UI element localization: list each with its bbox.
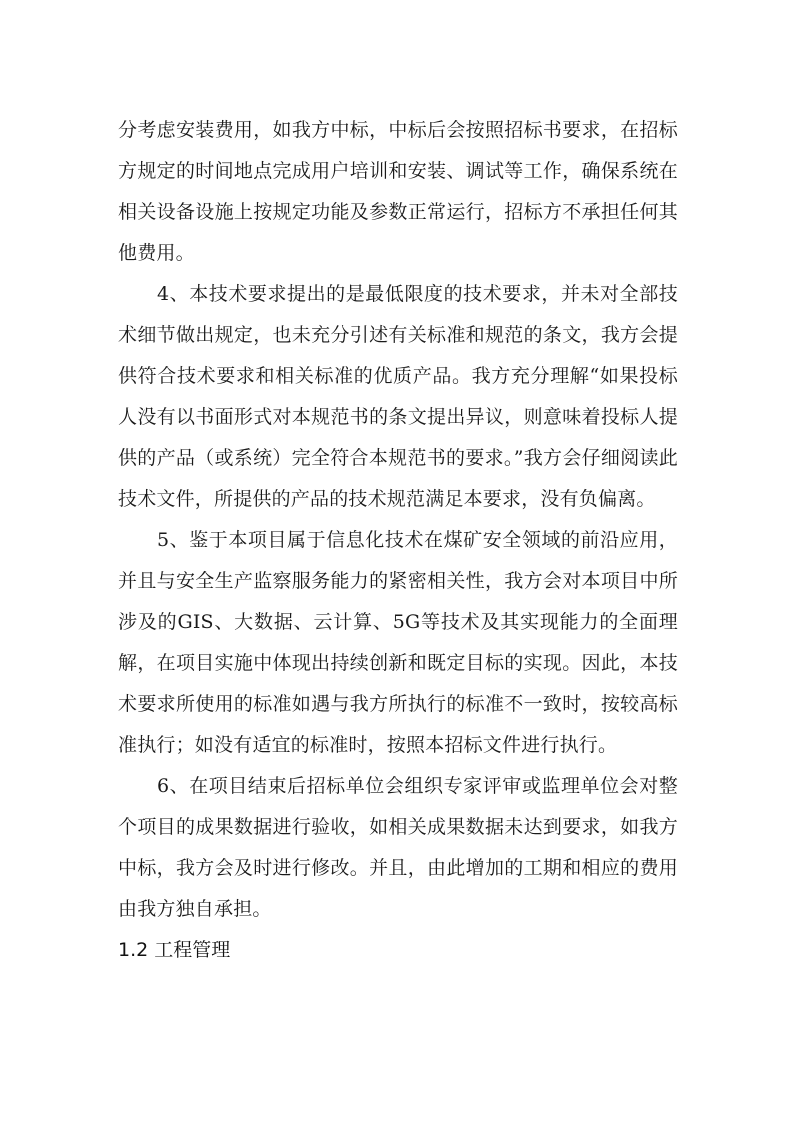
- paragraph-item-6-acceptance: 6、在项目结束后招标单位会组织专家评审或监理单位会对整个项目的成果数据进行验收，如相关成果数据未达到要求，如我方中标，我方会及时进行修改。并且，由此增加的工期和相应的费用由我方独自承担。: [118, 775, 678, 920]
- paragraph-item-5-standards: 5、鉴于本项目属于信息化技术在煤矿安全领域的前沿应用，并且与安全生产监察服务能力的紧密相关性，我方会对本项目中所涉及的GIS、大数据、云计算、5G等技术及其实现能力的全面理解，在项目实施中体现出持续创新和既定目标的实现。因此，本技术要求所使用的标准如遇与我方所执行的标准不一致时，按较高标准执行；如没有适宜的标准时，按照本招标文件进行执行。: [118, 529, 678, 756]
- paragraph-installation-cost: 分考虑安装费用，如我方中标，中标后会按照招标书要求，在招标方规定的时间地点完成用户培训和安装、调试等工作，确保系统在相关设备设施上按规定功能及参数正常运行，招标方不承担任何其他费用。: [118, 119, 678, 264]
- paragraph-item-4-technical-requirements: 4、本技术要求提出的是最低限度的技术要求，并未对全部技术细节做出规定，也未充分引述有关标准和规范的条文，我方会提供符合技术要求和相关标准的优质产品。我方充分理解“如果投标人没有以书面形式对本规范书的条文提出异议，则意味着投标人提供的产品（或系统）完全符合本规范书的要求。”我方会仔细阅读此技术文件，所提供的产品的技术规范满足本要求，没有负偏离。: [118, 283, 678, 510]
- section-heading: 1.2 工程管理: [118, 939, 231, 961]
- document-page: [118, 110, 678, 971]
